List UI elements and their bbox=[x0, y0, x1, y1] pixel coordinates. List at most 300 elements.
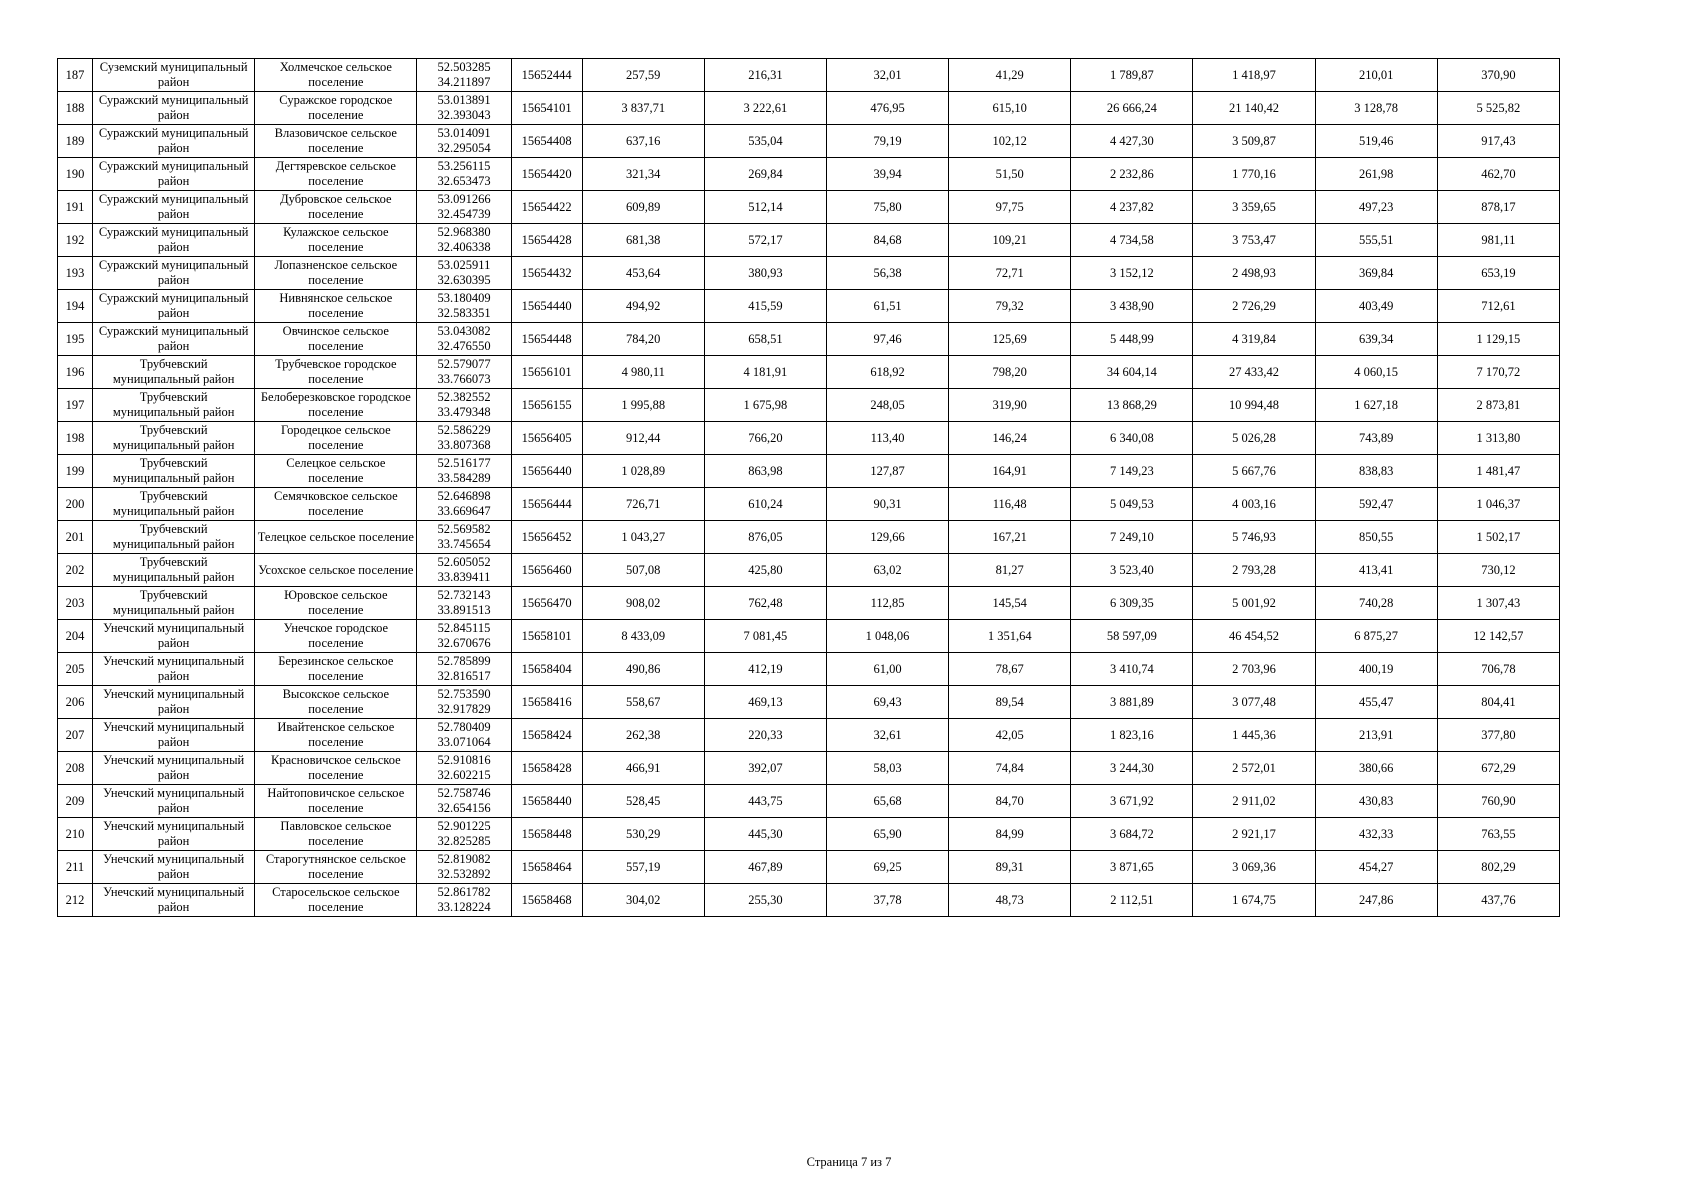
row-number: 211 bbox=[58, 851, 93, 884]
value-cell: 430,83 bbox=[1315, 785, 1437, 818]
value-cell: 1 129,15 bbox=[1437, 323, 1559, 356]
value-cell: 4 734,58 bbox=[1071, 224, 1193, 257]
value-cell: 1 675,98 bbox=[704, 389, 826, 422]
table-row bbox=[58, 125, 1560, 158]
value-cell: 210,01 bbox=[1315, 59, 1437, 92]
value-cell: 917,43 bbox=[1437, 125, 1559, 158]
value-cell: 1 789,87 bbox=[1071, 59, 1193, 92]
latitude: 53.014091 bbox=[437, 126, 491, 140]
value-cell: 5 448,99 bbox=[1071, 323, 1193, 356]
district-name: Трубчевский муниципальный район bbox=[93, 356, 255, 389]
value-cell: 763,55 bbox=[1437, 818, 1559, 851]
value-cell: 3 684,72 bbox=[1071, 818, 1193, 851]
row-number: 190 bbox=[58, 158, 93, 191]
value-cell: 75,80 bbox=[826, 191, 948, 224]
latitude: 52.910816 bbox=[437, 753, 491, 767]
value-cell: 97,46 bbox=[826, 323, 948, 356]
longitude: 32.816517 bbox=[437, 669, 491, 683]
latitude: 52.785899 bbox=[437, 654, 491, 668]
row-number: 203 bbox=[58, 587, 93, 620]
value-cell: 528,45 bbox=[582, 785, 704, 818]
value-cell: 12 142,57 bbox=[1437, 620, 1559, 653]
table-row bbox=[58, 620, 1560, 653]
value-cell: 804,41 bbox=[1437, 686, 1559, 719]
value-cell: 84,99 bbox=[949, 818, 1071, 851]
oktmo-code: 15652444 bbox=[511, 59, 582, 92]
value-cell: 6 340,08 bbox=[1071, 422, 1193, 455]
value-cell: 4 980,11 bbox=[582, 356, 704, 389]
value-cell: 2 873,81 bbox=[1437, 389, 1559, 422]
longitude: 33.584289 bbox=[437, 471, 491, 485]
longitude: 33.745654 bbox=[437, 537, 491, 551]
value-cell: 377,80 bbox=[1437, 719, 1559, 752]
value-cell: 476,95 bbox=[826, 92, 948, 125]
latitude: 52.753590 bbox=[437, 687, 491, 701]
value-cell: 912,44 bbox=[582, 422, 704, 455]
latitude: 53.025911 bbox=[437, 258, 491, 272]
value-cell: 1 445,36 bbox=[1193, 719, 1315, 752]
table-row bbox=[58, 521, 1560, 554]
latitude: 52.516177 bbox=[437, 456, 491, 470]
value-cell: 3 438,90 bbox=[1071, 290, 1193, 323]
table-body bbox=[58, 59, 1560, 917]
coordinates bbox=[417, 554, 511, 587]
value-cell: 3 837,71 bbox=[582, 92, 704, 125]
settlement-name: Красновичское сельское поселение bbox=[255, 752, 417, 785]
coordinates bbox=[417, 356, 511, 389]
value-cell: 2 921,17 bbox=[1193, 818, 1315, 851]
settlement-name: Лопазненское сельское поселение bbox=[255, 257, 417, 290]
oktmo-code: 15654408 bbox=[511, 125, 582, 158]
table-row bbox=[58, 653, 1560, 686]
value-cell: 58 597,09 bbox=[1071, 620, 1193, 653]
value-cell: 466,91 bbox=[582, 752, 704, 785]
settlement-name: Старосельское сельское поселение bbox=[255, 884, 417, 917]
longitude: 33.839411 bbox=[437, 570, 491, 584]
row-number: 208 bbox=[58, 752, 93, 785]
value-cell: 512,14 bbox=[704, 191, 826, 224]
value-cell: 412,19 bbox=[704, 653, 826, 686]
value-cell: 437,76 bbox=[1437, 884, 1559, 917]
value-cell: 615,10 bbox=[949, 92, 1071, 125]
settlement-name: Влазовичское сельское поселение bbox=[255, 125, 417, 158]
latitude: 53.013891 bbox=[437, 93, 491, 107]
row-number: 210 bbox=[58, 818, 93, 851]
value-cell: 453,64 bbox=[582, 257, 704, 290]
value-cell: 5 026,28 bbox=[1193, 422, 1315, 455]
value-cell: 2 703,96 bbox=[1193, 653, 1315, 686]
value-cell: 1 995,88 bbox=[582, 389, 704, 422]
value-cell: 7 081,45 bbox=[704, 620, 826, 653]
value-cell: 220,33 bbox=[704, 719, 826, 752]
value-cell: 127,87 bbox=[826, 455, 948, 488]
value-cell: 380,66 bbox=[1315, 752, 1437, 785]
settlement-name: Унечское городское поселение bbox=[255, 620, 417, 653]
value-cell: 56,38 bbox=[826, 257, 948, 290]
coordinates bbox=[417, 620, 511, 653]
value-cell: 269,84 bbox=[704, 158, 826, 191]
data-sheet bbox=[57, 58, 1560, 917]
value-cell: 10 994,48 bbox=[1193, 389, 1315, 422]
value-cell: 876,05 bbox=[704, 521, 826, 554]
value-cell: 6 309,35 bbox=[1071, 587, 1193, 620]
value-cell: 48,73 bbox=[949, 884, 1071, 917]
value-cell: 1 313,80 bbox=[1437, 422, 1559, 455]
value-cell: 13 868,29 bbox=[1071, 389, 1193, 422]
coordinates bbox=[417, 158, 511, 191]
oktmo-code: 15654432 bbox=[511, 257, 582, 290]
latitude: 52.780409 bbox=[437, 720, 491, 734]
value-cell: 2 793,28 bbox=[1193, 554, 1315, 587]
oktmo-code: 15658424 bbox=[511, 719, 582, 752]
value-cell: 712,61 bbox=[1437, 290, 1559, 323]
value-cell: 443,75 bbox=[704, 785, 826, 818]
table-row bbox=[58, 158, 1560, 191]
district-name: Трубчевский муниципальный район bbox=[93, 455, 255, 488]
value-cell: 213,91 bbox=[1315, 719, 1437, 752]
district-name: Суражский муниципальный район bbox=[93, 323, 255, 356]
settlement-name: Дубровское сельское поселение bbox=[255, 191, 417, 224]
oktmo-code: 15654440 bbox=[511, 290, 582, 323]
longitude: 32.532892 bbox=[437, 867, 491, 881]
value-cell: 519,46 bbox=[1315, 125, 1437, 158]
latitude: 53.256115 bbox=[437, 159, 491, 173]
value-cell: 3 523,40 bbox=[1071, 554, 1193, 587]
value-cell: 4 060,15 bbox=[1315, 356, 1437, 389]
settlement-name: Телецкое сельское поселение bbox=[255, 521, 417, 554]
value-cell: 2 572,01 bbox=[1193, 752, 1315, 785]
latitude: 52.382552 bbox=[437, 390, 491, 404]
oktmo-code: 15656444 bbox=[511, 488, 582, 521]
value-cell: 3 881,89 bbox=[1071, 686, 1193, 719]
oktmo-code: 15656460 bbox=[511, 554, 582, 587]
value-cell: 535,04 bbox=[704, 125, 826, 158]
value-cell: 1 770,16 bbox=[1193, 158, 1315, 191]
district-name: Унечский муниципальный район bbox=[93, 851, 255, 884]
settlement-name: Селецкое сельское поселение bbox=[255, 455, 417, 488]
settlement-name: Семячковское сельское поселение bbox=[255, 488, 417, 521]
value-cell: 609,89 bbox=[582, 191, 704, 224]
value-cell: 32,01 bbox=[826, 59, 948, 92]
longitude: 32.630395 bbox=[437, 273, 491, 287]
district-name: Унечский муниципальный район bbox=[93, 620, 255, 653]
district-name: Унечский муниципальный район bbox=[93, 686, 255, 719]
value-cell: 981,11 bbox=[1437, 224, 1559, 257]
value-cell: 72,71 bbox=[949, 257, 1071, 290]
longitude: 32.825285 bbox=[437, 834, 491, 848]
value-cell: 413,41 bbox=[1315, 554, 1437, 587]
value-cell: 743,89 bbox=[1315, 422, 1437, 455]
value-cell: 125,69 bbox=[949, 323, 1071, 356]
longitude: 32.670676 bbox=[437, 636, 491, 650]
row-number: 198 bbox=[58, 422, 93, 455]
value-cell: 494,92 bbox=[582, 290, 704, 323]
settlement-name: Холмечское сельское поселение bbox=[255, 59, 417, 92]
value-cell: 2 726,29 bbox=[1193, 290, 1315, 323]
oktmo-code: 15658416 bbox=[511, 686, 582, 719]
value-cell: 81,27 bbox=[949, 554, 1071, 587]
value-cell: 7 170,72 bbox=[1437, 356, 1559, 389]
table-row bbox=[58, 818, 1560, 851]
coordinates bbox=[417, 686, 511, 719]
oktmo-code: 15654101 bbox=[511, 92, 582, 125]
oktmo-code: 15656452 bbox=[511, 521, 582, 554]
district-name: Трубчевский муниципальный район bbox=[93, 521, 255, 554]
latitude: 52.968380 bbox=[437, 225, 491, 239]
settlement-name: Усохское сельское поселение bbox=[255, 554, 417, 587]
value-cell: 3 152,12 bbox=[1071, 257, 1193, 290]
value-cell: 304,02 bbox=[582, 884, 704, 917]
district-name: Трубчевский муниципальный район bbox=[93, 488, 255, 521]
value-cell: 4 181,91 bbox=[704, 356, 826, 389]
value-cell: 6 875,27 bbox=[1315, 620, 1437, 653]
value-cell: 1 046,37 bbox=[1437, 488, 1559, 521]
table-row bbox=[58, 257, 1560, 290]
value-cell: 164,91 bbox=[949, 455, 1071, 488]
value-cell: 637,16 bbox=[582, 125, 704, 158]
value-cell: 63,02 bbox=[826, 554, 948, 587]
value-cell: 415,59 bbox=[704, 290, 826, 323]
value-cell: 37,78 bbox=[826, 884, 948, 917]
value-cell: 34 604,14 bbox=[1071, 356, 1193, 389]
longitude: 32.583351 bbox=[437, 306, 491, 320]
value-cell: 497,23 bbox=[1315, 191, 1437, 224]
value-cell: 5 667,76 bbox=[1193, 455, 1315, 488]
value-cell: 51,50 bbox=[949, 158, 1071, 191]
page-footer: Страница 7 из 7 bbox=[806, 1155, 892, 1169]
district-name: Трубчевский муниципальный район bbox=[93, 389, 255, 422]
table-row bbox=[58, 785, 1560, 818]
oktmo-code: 15658101 bbox=[511, 620, 582, 653]
oktmo-code: 15654422 bbox=[511, 191, 582, 224]
row-number: 189 bbox=[58, 125, 93, 158]
value-cell: 41,29 bbox=[949, 59, 1071, 92]
longitude: 33.807368 bbox=[437, 438, 491, 452]
value-cell: 3 244,30 bbox=[1071, 752, 1193, 785]
value-cell: 555,51 bbox=[1315, 224, 1437, 257]
row-number: 209 bbox=[58, 785, 93, 818]
value-cell: 21 140,42 bbox=[1193, 92, 1315, 125]
value-cell: 4 003,16 bbox=[1193, 488, 1315, 521]
value-cell: 2 232,86 bbox=[1071, 158, 1193, 191]
value-cell: 3 509,87 bbox=[1193, 125, 1315, 158]
value-cell: 380,93 bbox=[704, 257, 826, 290]
value-cell: 802,29 bbox=[1437, 851, 1559, 884]
coordinates bbox=[417, 422, 511, 455]
longitude: 33.128224 bbox=[437, 900, 491, 914]
longitude: 33.891513 bbox=[437, 603, 491, 617]
value-cell: 1 627,18 bbox=[1315, 389, 1437, 422]
value-cell: 5 001,92 bbox=[1193, 587, 1315, 620]
value-cell: 69,43 bbox=[826, 686, 948, 719]
table-row bbox=[58, 884, 1560, 917]
value-cell: 89,31 bbox=[949, 851, 1071, 884]
district-name: Унечский муниципальный район bbox=[93, 752, 255, 785]
oktmo-code: 15658440 bbox=[511, 785, 582, 818]
value-cell: 1 823,16 bbox=[1071, 719, 1193, 752]
table-row bbox=[58, 422, 1560, 455]
longitude: 32.295054 bbox=[437, 141, 491, 155]
value-cell: 129,66 bbox=[826, 521, 948, 554]
value-cell: 3 359,65 bbox=[1193, 191, 1315, 224]
latitude: 52.503285 bbox=[437, 60, 491, 74]
coordinates bbox=[417, 818, 511, 851]
oktmo-code: 15658448 bbox=[511, 818, 582, 851]
district-name: Унечский муниципальный район bbox=[93, 719, 255, 752]
value-cell: 878,17 bbox=[1437, 191, 1559, 224]
value-cell: 740,28 bbox=[1315, 587, 1437, 620]
coordinates bbox=[417, 191, 511, 224]
value-cell: 262,38 bbox=[582, 719, 704, 752]
value-cell: 319,90 bbox=[949, 389, 1071, 422]
value-cell: 3 671,92 bbox=[1071, 785, 1193, 818]
coordinates bbox=[417, 125, 511, 158]
table-row bbox=[58, 356, 1560, 389]
latitude: 53.043082 bbox=[437, 324, 491, 338]
coordinates bbox=[417, 785, 511, 818]
coordinates bbox=[417, 323, 511, 356]
value-cell: 454,27 bbox=[1315, 851, 1437, 884]
table-row bbox=[58, 92, 1560, 125]
value-cell: 39,94 bbox=[826, 158, 948, 191]
value-cell: 908,02 bbox=[582, 587, 704, 620]
table-row bbox=[58, 587, 1560, 620]
district-name: Суражский муниципальный район bbox=[93, 224, 255, 257]
value-cell: 610,24 bbox=[704, 488, 826, 521]
row-number: 199 bbox=[58, 455, 93, 488]
value-cell: 42,05 bbox=[949, 719, 1071, 752]
coordinates bbox=[417, 587, 511, 620]
settlement-name: Найтоповичское сельское поселение bbox=[255, 785, 417, 818]
value-cell: 78,67 bbox=[949, 653, 1071, 686]
longitude: 32.602215 bbox=[437, 768, 491, 782]
value-cell: 261,98 bbox=[1315, 158, 1437, 191]
table-row bbox=[58, 290, 1560, 323]
value-cell: 116,48 bbox=[949, 488, 1071, 521]
value-cell: 467,89 bbox=[704, 851, 826, 884]
coordinates bbox=[417, 884, 511, 917]
value-cell: 3 753,47 bbox=[1193, 224, 1315, 257]
value-cell: 1 043,27 bbox=[582, 521, 704, 554]
coordinates bbox=[417, 59, 511, 92]
table-row bbox=[58, 389, 1560, 422]
value-cell: 530,29 bbox=[582, 818, 704, 851]
value-cell: 65,68 bbox=[826, 785, 948, 818]
value-cell: 1 351,64 bbox=[949, 620, 1071, 653]
value-cell: 74,84 bbox=[949, 752, 1071, 785]
value-cell: 255,30 bbox=[704, 884, 826, 917]
longitude: 32.917829 bbox=[437, 702, 491, 716]
latitude: 52.586229 bbox=[437, 423, 491, 437]
value-cell: 61,00 bbox=[826, 653, 948, 686]
settlement-name: Юровское сельское поселение bbox=[255, 587, 417, 620]
longitude: 32.406338 bbox=[437, 240, 491, 254]
value-cell: 3 128,78 bbox=[1315, 92, 1437, 125]
value-cell: 432,33 bbox=[1315, 818, 1437, 851]
district-name: Трубчевский муниципальный район bbox=[93, 422, 255, 455]
latitude: 52.758746 bbox=[437, 786, 491, 800]
value-cell: 167,21 bbox=[949, 521, 1071, 554]
table-row bbox=[58, 191, 1560, 224]
row-number: 196 bbox=[58, 356, 93, 389]
settlement-name: Нивнянское сельское поселение bbox=[255, 290, 417, 323]
oktmo-code: 15658464 bbox=[511, 851, 582, 884]
value-cell: 26 666,24 bbox=[1071, 92, 1193, 125]
longitude: 33.766073 bbox=[437, 372, 491, 386]
data-table bbox=[57, 58, 1560, 917]
value-cell: 248,05 bbox=[826, 389, 948, 422]
longitude: 32.476550 bbox=[437, 339, 491, 353]
value-cell: 766,20 bbox=[704, 422, 826, 455]
coordinates bbox=[417, 224, 511, 257]
value-cell: 247,86 bbox=[1315, 884, 1437, 917]
coordinates bbox=[417, 719, 511, 752]
coordinates bbox=[417, 521, 511, 554]
district-name: Трубчевский муниципальный район bbox=[93, 587, 255, 620]
value-cell: 730,12 bbox=[1437, 554, 1559, 587]
latitude: 53.091266 bbox=[437, 192, 491, 206]
value-cell: 84,68 bbox=[826, 224, 948, 257]
row-number: 195 bbox=[58, 323, 93, 356]
longitude: 32.653473 bbox=[437, 174, 491, 188]
value-cell: 84,70 bbox=[949, 785, 1071, 818]
value-cell: 113,40 bbox=[826, 422, 948, 455]
settlement-name: Суражское городское поселение bbox=[255, 92, 417, 125]
district-name: Суземский муниципальный район bbox=[93, 59, 255, 92]
value-cell: 2 112,51 bbox=[1071, 884, 1193, 917]
value-cell: 760,90 bbox=[1437, 785, 1559, 818]
value-cell: 5 049,53 bbox=[1071, 488, 1193, 521]
value-cell: 321,34 bbox=[582, 158, 704, 191]
latitude: 52.819082 bbox=[437, 852, 491, 866]
oktmo-code: 15656101 bbox=[511, 356, 582, 389]
settlement-name: Старогутнянское сельское поселение bbox=[255, 851, 417, 884]
latitude: 52.901225 bbox=[437, 819, 491, 833]
value-cell: 146,24 bbox=[949, 422, 1071, 455]
value-cell: 2 911,02 bbox=[1193, 785, 1315, 818]
row-number: 204 bbox=[58, 620, 93, 653]
coordinates bbox=[417, 653, 511, 686]
settlement-name: Павловское сельское поселение bbox=[255, 818, 417, 851]
district-name: Суражский муниципальный район bbox=[93, 290, 255, 323]
district-name: Суражский муниципальный район bbox=[93, 191, 255, 224]
value-cell: 672,29 bbox=[1437, 752, 1559, 785]
coordinates bbox=[417, 488, 511, 521]
value-cell: 27 433,42 bbox=[1193, 356, 1315, 389]
table-row bbox=[58, 851, 1560, 884]
value-cell: 79,19 bbox=[826, 125, 948, 158]
value-cell: 445,30 bbox=[704, 818, 826, 851]
value-cell: 369,84 bbox=[1315, 257, 1437, 290]
row-number: 200 bbox=[58, 488, 93, 521]
value-cell: 558,67 bbox=[582, 686, 704, 719]
value-cell: 557,19 bbox=[582, 851, 704, 884]
table-row bbox=[58, 59, 1560, 92]
row-number: 193 bbox=[58, 257, 93, 290]
oktmo-code: 15654428 bbox=[511, 224, 582, 257]
value-cell: 1 418,97 bbox=[1193, 59, 1315, 92]
value-cell: 89,54 bbox=[949, 686, 1071, 719]
value-cell: 1 048,06 bbox=[826, 620, 948, 653]
table-row bbox=[58, 488, 1560, 521]
settlement-name: Овчинское сельское поселение bbox=[255, 323, 417, 356]
value-cell: 58,03 bbox=[826, 752, 948, 785]
district-name: Унечский муниципальный район bbox=[93, 785, 255, 818]
coordinates bbox=[417, 851, 511, 884]
value-cell: 69,25 bbox=[826, 851, 948, 884]
value-cell: 658,51 bbox=[704, 323, 826, 356]
row-number: 206 bbox=[58, 686, 93, 719]
